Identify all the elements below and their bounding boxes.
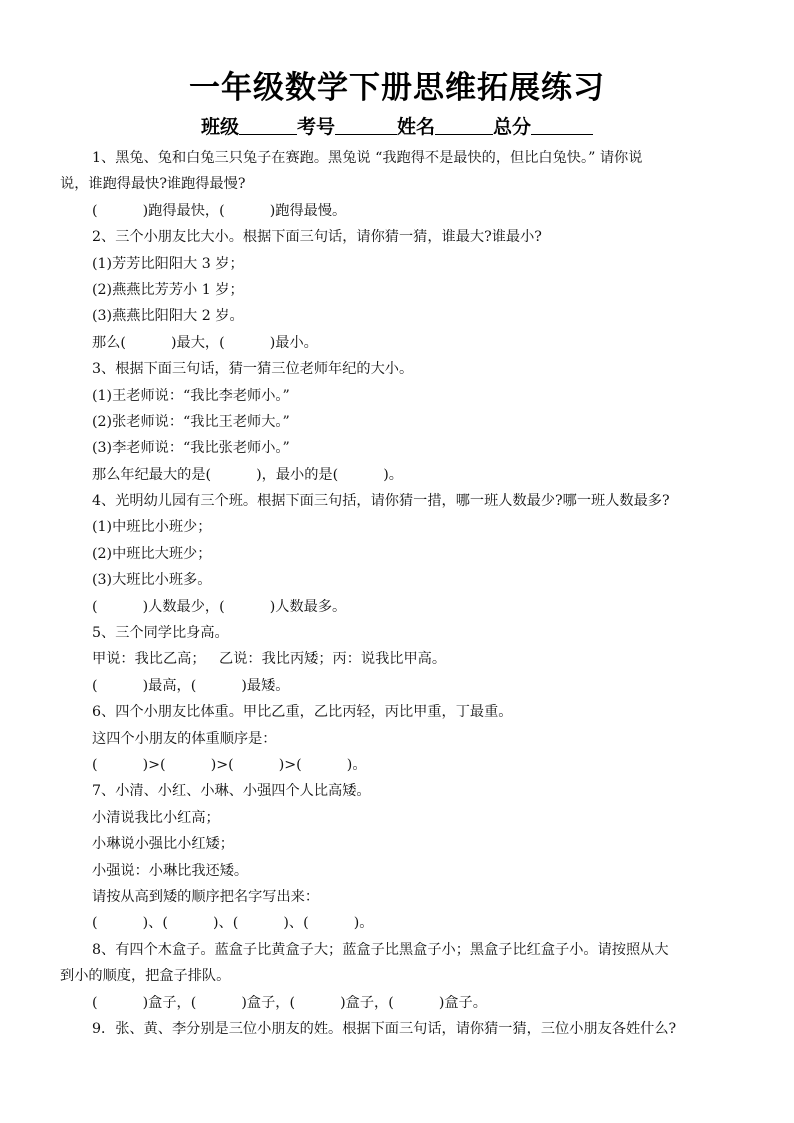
q7-answer: ( )、( )、( )、( )。 (92, 915, 374, 932)
q8-text: 8、有四个木盒子。蓝盒子比黄盒子大；蓝盒子比黑盒子小；黑盒子比红盒子小。请按照从大 (92, 941, 669, 958)
class-blank[interactable] (239, 116, 297, 135)
q3-clue-2: (2)张老师说：“我比王老师大。” (92, 413, 290, 430)
q7-text: 7、小清、小红、小琳、小强四个人比高矮。 (92, 783, 371, 800)
q2-answer: 那么( )最大，( )最小。 (92, 334, 318, 351)
q1-answer: ( )跑得最快，( )跑得最慢。 (92, 202, 347, 219)
q6-answer: ( )>( )>( )>( )。 (92, 756, 367, 773)
q4-text: 4、光明幼儿园有三个班。根据下面三句括，请你猜一措，哪一班人数最少?哪一班人数最多? (92, 493, 670, 510)
q4-clue-2: (2)中班比大班少； (92, 545, 212, 562)
q9-text: 9．张、黄、李分别是三位小朋友的姓。根据下面三句话，请你猜一猜，三位小朋友各姓什么? (92, 1020, 677, 1037)
name-blank[interactable] (435, 116, 493, 135)
class-label: 班级 (200, 116, 239, 138)
exam-no-blank[interactable] (335, 116, 397, 135)
q4-clue-3: (3)大班比小班多。 (92, 572, 212, 589)
q7-clue-2: 小琳说小强比小红矮； (92, 836, 234, 853)
q2-clue-2: (2)燕燕比芳芳小 1 岁； (92, 281, 244, 298)
q6-prompt: 这四个小朋友的体重顺序是： (92, 730, 277, 747)
q3-text: 3、根据下面三句话，猜一猜三位老师年纪的大小。 (92, 361, 414, 378)
q7-clue-3: 小强说：小琳比我还矮。 (92, 862, 249, 879)
q2-clue-3: (3)燕燕比阳阳大 2 岁。 (92, 308, 244, 325)
question-list (60, 145, 742, 1042)
q6-text: 6、四个小朋友比体重。甲比乙重，乙比丙轻，丙比甲重，丁最重。 (92, 704, 513, 721)
q5-answer: ( )最高，( )最矮。 (92, 677, 290, 694)
q3-clue-1: (1)王老师说：“我比李老师小。” (92, 387, 290, 404)
score-blank[interactable] (531, 116, 593, 135)
q5-clues: 甲说：我比乙高； 乙说：我比丙矮；丙：说我比甲高。 (92, 651, 447, 668)
q4-answer: ( )人数最少，( )人数最多。 (92, 598, 347, 615)
q2-text: 2、三个小朋友比大小。根据下面三句话，请你猜一猜，谁最大?谁最小? (92, 229, 542, 246)
q3-answer: 那么年纪最大的是( )，最小的是( )。 (92, 466, 403, 483)
q1-text-cont: 说，谁跑得最快?谁跑得最慢? (60, 176, 246, 193)
q7-clue-1: 小清说我比小红高； (92, 809, 220, 826)
page-title: 一年级数学下册思维拓展练习 (189, 70, 605, 106)
q4-clue-1: (1)中班比小班少； (92, 519, 212, 536)
q1-text: 1、黑兔、兔和白兔三只兔子在赛跑。黑兔说 “我跑得不是最快的，但比白兔快。” 请你说 (92, 150, 643, 166)
q3-clue-3: (3)李老师说：“我比张老师小。” (92, 440, 290, 457)
score-label: 总分 (493, 116, 532, 138)
student-info-row (0, 112, 794, 139)
name-label: 姓名 (397, 116, 436, 138)
q5-text: 5、三个同学比身高。 (92, 625, 229, 642)
q2-clue-1: (1)芳芳比阳阳大 3 岁； (92, 255, 244, 272)
q8-text-cont: 到小的顺度，把盒子排队。 (60, 968, 231, 985)
q7-prompt: 请按从高到矮的顺序把名字写出来： (92, 888, 320, 905)
q8-answer: ( )盒子，( )盒子，( )盒子，( )盒子。 (92, 994, 487, 1011)
exam-no-label: 考号 (296, 116, 335, 138)
